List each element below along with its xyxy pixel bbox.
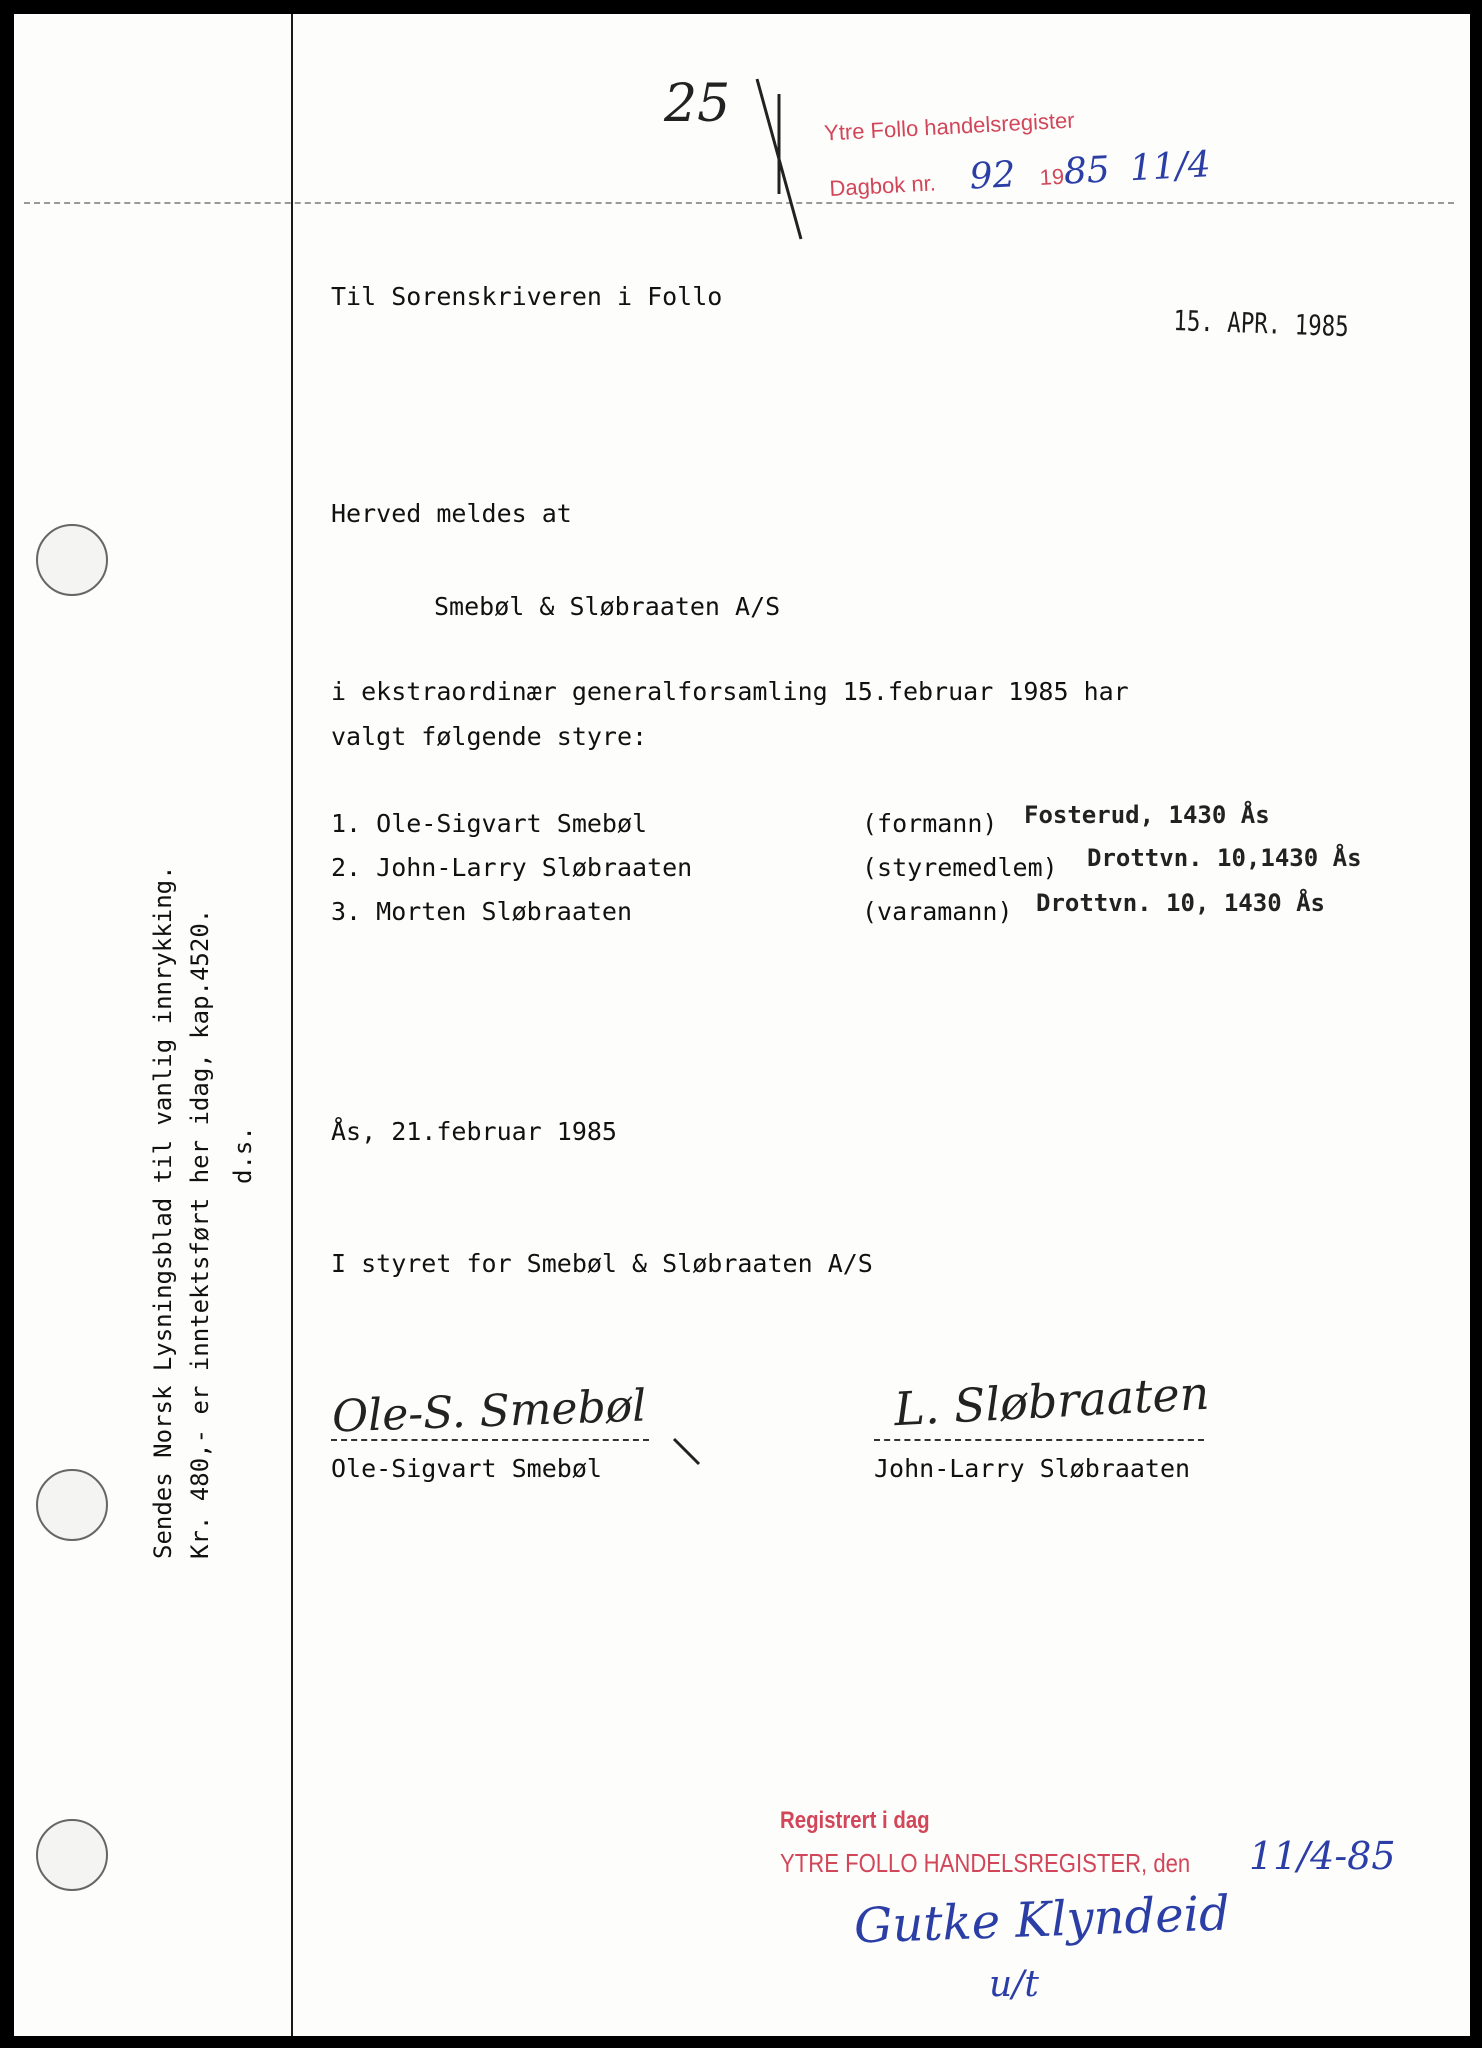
punch-hole-bottom <box>36 1819 108 1891</box>
punch-hole-top <box>36 524 108 596</box>
folio-mark: 25 <box>664 74 731 134</box>
margin-note-line-1: Sendes Norsk Lysningsblad til vanlig innrykking. <box>149 865 177 1559</box>
document-page <box>14 14 1470 2036</box>
registration-date: 11/4-85 <box>1249 1834 1396 1878</box>
signatory-name: Ole-Sigvart Smebøl <box>331 1454 602 1483</box>
board-member-role: (formann) <box>862 809 998 838</box>
board-member-name: 1. Ole-Sigvart Smebøl <box>331 809 648 838</box>
company-name: Smebøl & Sløbraaten A/S <box>434 592 781 621</box>
signature-ole-sigvart: Ole-S. Smebøl <box>331 1380 648 1443</box>
registration-stamp-line-1: Registrert i dag <box>780 1807 930 1834</box>
margin-note-line-2: Kr. 480,- er inntektsført her idag, kap.4520. <box>186 908 214 1559</box>
stamp-register-name: Ytre Follo handelsregister <box>823 107 1076 146</box>
margin-rule <box>291 14 293 2036</box>
place-date: Ås, 21.februar 1985 <box>331 1117 617 1146</box>
statement-line-1: i ekstraordinær generalforsamling 15.februar 1985 har <box>331 677 1129 706</box>
received-date-stamp: 15. APR. 1985 <box>1172 304 1350 344</box>
board-member-address: Drottvn. 10,1430 Ås <box>1087 844 1362 872</box>
dagbok-date: 11/4 <box>1128 144 1212 190</box>
margin-note-ds: d.s. <box>229 1126 257 1184</box>
board-member-name: 2. John-Larry Sløbraaten <box>331 853 693 882</box>
registrar-signature: Gutke Klyndeid <box>853 1885 1231 1955</box>
addressee: Til Sorenskriveren i Follo <box>331 282 723 311</box>
signatory-name: John-Larry Sløbraaten <box>874 1454 1191 1483</box>
registration-stamp-line-2: YTRE FOLLO HANDELSREGISTER, den <box>780 1848 1191 1878</box>
board-member-address: Drottvn. 10, 1430 Ås <box>1036 889 1325 917</box>
dagbok-label: Dagbok nr. <box>828 170 937 201</box>
signature-line <box>331 1439 649 1441</box>
dagbok-year-prefix: 19 <box>1038 163 1065 190</box>
closing-line: I styret for Smebøl & Sløbraaten A/S <box>331 1249 873 1278</box>
signature-john-larry: L. Sløbraaten <box>892 1365 1211 1437</box>
statement-line-2: valgt følgende styre: <box>331 722 648 751</box>
fold-line <box>24 202 1454 204</box>
dagbok-number: 92 <box>968 154 1017 198</box>
board-member-address: Fosterud, 1430 Ås <box>1024 801 1270 829</box>
registrar-initials: u/t <box>989 1964 1039 2005</box>
folio-slash-mark <box>749 74 809 244</box>
intro-text: Herved meldes at <box>331 499 572 528</box>
dagbok-year-suffix: 85 <box>1062 149 1111 193</box>
board-member-role: (styremedlem) <box>862 853 1058 882</box>
pen-mark <box>669 1434 709 1474</box>
signature-line <box>874 1439 1204 1441</box>
stamp-dagbok-label <box>828 144 1211 205</box>
board-member-role: (varamann) <box>862 897 1013 926</box>
punch-hole-middle <box>36 1469 108 1541</box>
board-member-name: 3. Morten Sløbraaten <box>331 897 633 926</box>
